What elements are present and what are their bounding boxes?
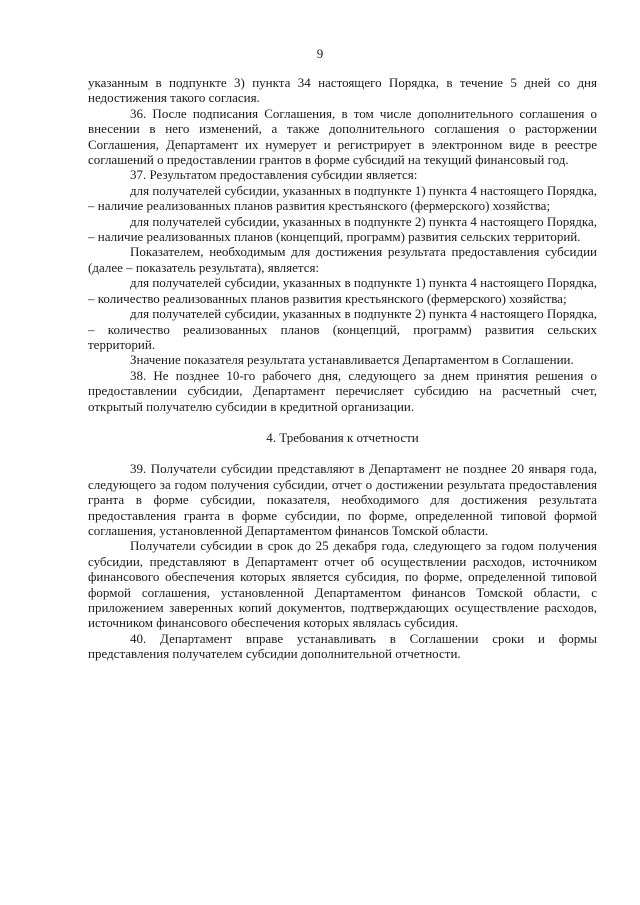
paragraph: для получателей субсидии, указанных в подпункте 1) пункта 4 настоящего Порядка, – наличие реализованных планов развития крестьянского (фермерского) хозяйства; bbox=[88, 182, 597, 214]
document-body bbox=[88, 75, 597, 662]
paragraph: 40. Департамент вправе устанавливать в Соглашении сроки и формы представления получателем субсидии дополнительной отчетности. bbox=[88, 630, 597, 662]
paragraph: 37. Результатом предоставления субсидии является: bbox=[130, 167, 418, 183]
section-heading: 4. Требования к отчетности bbox=[266, 429, 419, 445]
paragraph: для получателей субсидии, указанных в подпункте 2) пункта 4 настоящего Порядка, – количество реализованных планов (концепций, программ) развития сельских территорий. bbox=[88, 306, 597, 352]
paragraph: для получателей субсидии, указанных в подпункте 1) пункта 4 настоящего Порядка, – количество реализованных планов развития крестьянского (фермерского) хозяйства; bbox=[88, 275, 597, 306]
paragraph: Показателем, необходимым для достижения результата предоставления субсидии (далее – показатель результата), является: bbox=[88, 244, 597, 275]
paragraph: 38. Не позднее 10-го рабочего дня, следующего за днем принятия решения о предоставлении субсидии, Департамент перечисляет субсидию на расчетный счет, открытый получателю субсидии в кредитной организации. bbox=[88, 367, 597, 414]
paragraph: Получатели субсидии в срок до 25 декабря года, следующего за годом получения субсидии, представляют в Департамент отчет об осуществлении расходов, источником финансового обеспечения которых является субсидия, по форме, определенной типовой формой соглашения, установленной Департаментом финансов Томской области, с приложением заверенных копий документов, подтверждающих осуществление расходов, источником финансового обеспечения которых являлась субсидия. bbox=[88, 538, 597, 631]
paragraph: 39. Получатели субсидии представляют в Департамент не позднее 20 января года, следующего за годом получения субсидии, отчет о достижении результата предоставления гранта в форме субсидии, показателя, необходимого для достижения результата предоставления гранта в форме субсидии, по форме, определенной типовой формой соглашения, установленной Департаментом финансов Томской области. bbox=[88, 461, 597, 538]
paragraph: Значение показателя результата устанавливается Департаментом в Соглашении. bbox=[130, 352, 574, 368]
paragraph: 36. После подписания Соглашения, в том числе дополнительного соглашения о внесении в него изменений, а также дополнительного соглашения о расторжении Соглашения, Департамент их нумерует и регистрирует в электронном виде в реестре соглашений о предоставлении грантов в форме субсидий на текущий финансовый год. bbox=[88, 105, 597, 168]
page-number: 9 bbox=[316, 46, 324, 61]
paragraph: указанным в подпункте 3) пункта 34 настоящего Порядка, в течение 5 дней со дня недостижения такого согласия. bbox=[88, 75, 597, 106]
paragraph: для получателей субсидии, указанных в подпункте 2) пункта 4 настоящего Порядка, – наличие реализованных планов (концепций, программ) развития сельских территорий. bbox=[88, 213, 597, 245]
